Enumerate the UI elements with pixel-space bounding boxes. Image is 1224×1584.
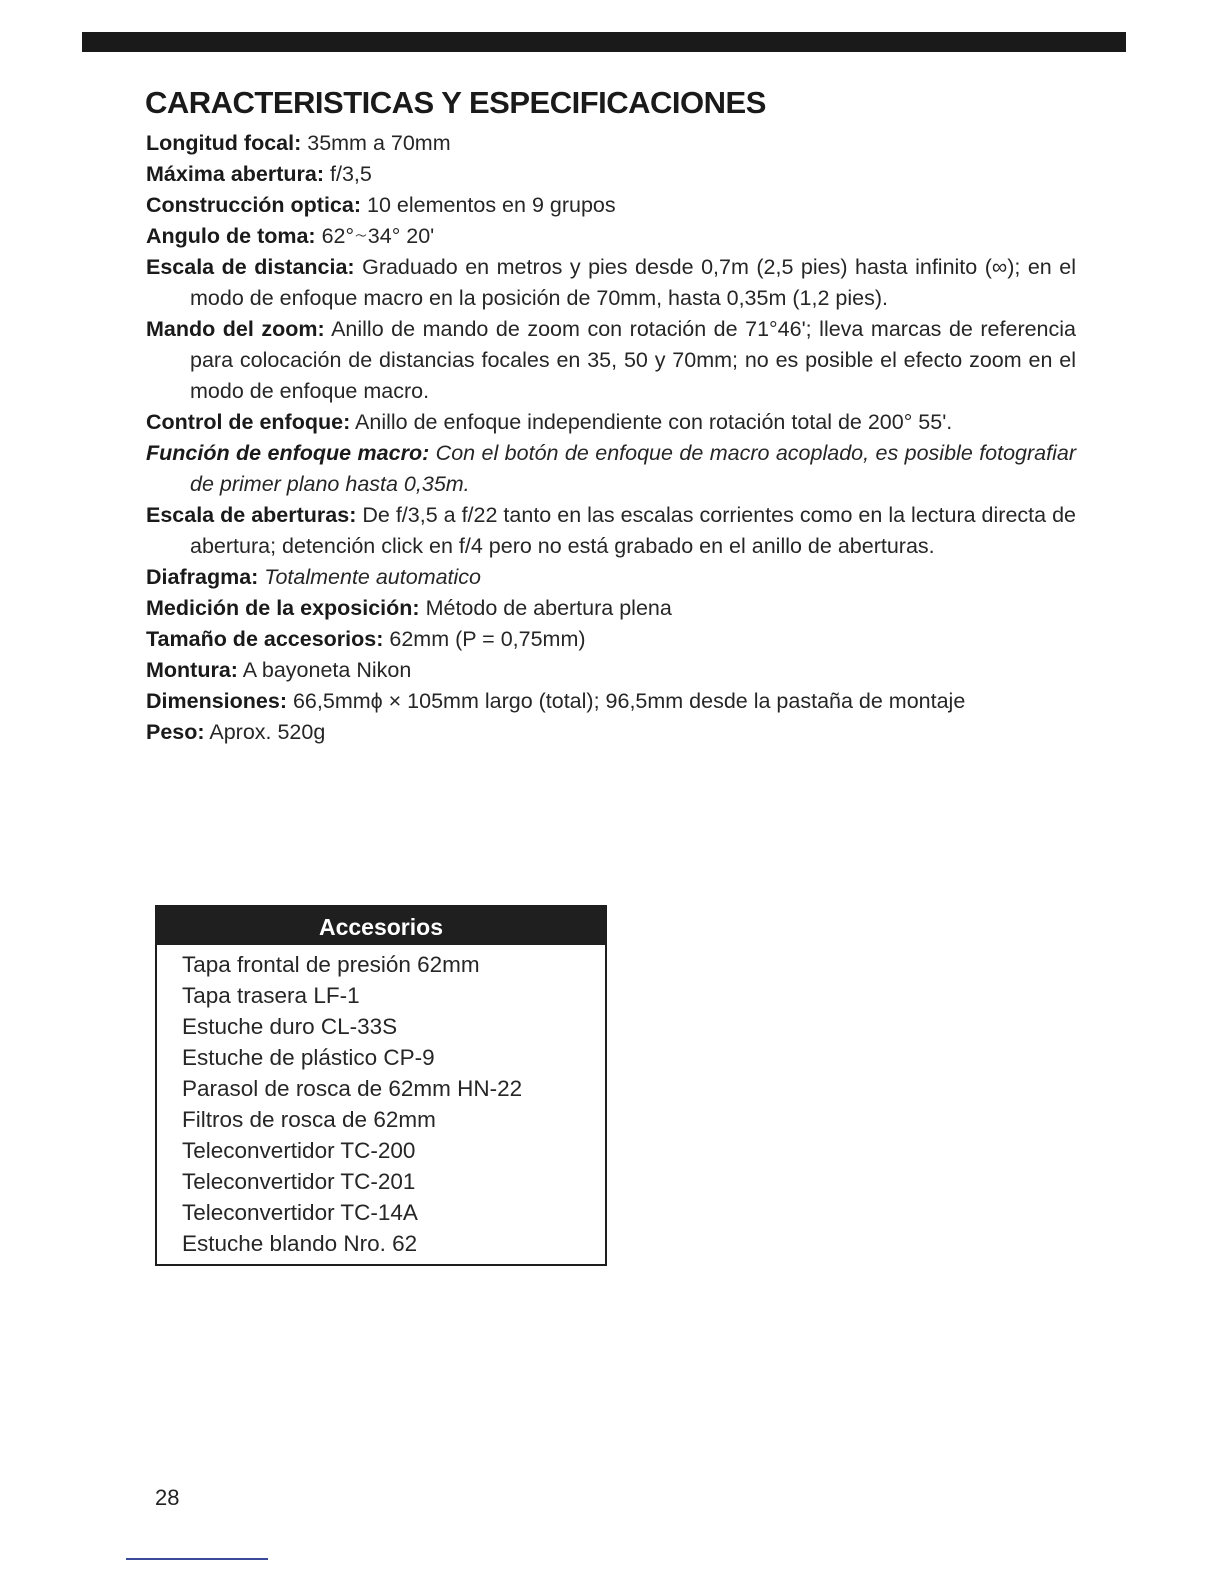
spec-label: Peso: bbox=[146, 720, 205, 744]
spec-item bbox=[146, 159, 1076, 190]
spec-label: Escala de distancia: bbox=[146, 255, 355, 279]
page-number: 28 bbox=[155, 1485, 180, 1510]
spec-item bbox=[146, 655, 1076, 686]
spec-item bbox=[146, 252, 1076, 314]
spec-label: Medición de la exposición: bbox=[146, 596, 420, 620]
spec-value: Totalmente automatico bbox=[264, 565, 482, 589]
accessories-header: Accesorios bbox=[157, 907, 605, 945]
spec-value: 66,5mmϕ × 105mm largo (total); 96,5mm desde la pastaña de montaje bbox=[292, 689, 966, 713]
spec-item bbox=[146, 562, 1076, 593]
accessory-item: Filtros de rosca de 62mm bbox=[182, 1107, 436, 1132]
spec-label: Mando del zoom: bbox=[146, 317, 325, 341]
accessory-item: Estuche de plástico CP-9 bbox=[182, 1045, 435, 1070]
accessory-item: Estuche blando Nro. 62 bbox=[182, 1231, 418, 1256]
spec-value: 10 elementos en 9 grupos bbox=[367, 193, 616, 217]
spec-item bbox=[146, 686, 1076, 717]
spec-item bbox=[146, 407, 1076, 438]
spec-value: Anillo de enfoque independiente con rotación total de 200° 55'. bbox=[355, 410, 953, 434]
spec-value: 35mm a 70mm bbox=[307, 131, 451, 155]
spec-label: Angulo de toma: bbox=[146, 224, 316, 248]
spec-item bbox=[146, 624, 1076, 655]
spec-value: Graduado en metros y pies desde 0,7m (2,5 pies) hasta infinito (∞); en el modo de enfoque macro en la posición de 70mm, hasta 0,35m (1,2 pies). bbox=[190, 255, 1076, 310]
spec-value: 62°∼34° 20' bbox=[321, 224, 435, 248]
accessories-box bbox=[155, 905, 607, 1266]
spec-value: Método de abertura plena bbox=[425, 596, 672, 620]
spec-value: Con el botón de enfoque de macro acoplado, es posible fotografiar de primer plano hasta 0,35m. bbox=[190, 441, 1076, 496]
accessory-item: Tapa frontal de presión 62mm bbox=[182, 952, 480, 977]
spec-item bbox=[146, 314, 1076, 407]
accessory-item: Teleconvertidor TC-14A bbox=[182, 1200, 418, 1225]
spec-value: A bayoneta Nikon bbox=[242, 658, 412, 682]
spec-value: Aprox. 520g bbox=[209, 720, 326, 744]
bottom-divider bbox=[126, 1558, 268, 1560]
spec-item bbox=[146, 221, 1076, 252]
spec-value: Anillo de mando de zoom con rotación de 71°46'; lleva marcas de referencia para colocación de distancias focales en 35, 50 y 70mm; no es posible el efecto zoom en el modo de enfoque macro. bbox=[190, 317, 1077, 403]
spec-value: De f/3,5 a f/22 tanto en las escalas corrientes como en la lectura directa de abertura; detención click en f/4 pero no está grabado en el anillo de aberturas. bbox=[190, 503, 1076, 558]
accessory-item: Teleconvertidor TC-200 bbox=[182, 1138, 416, 1163]
spec-item bbox=[146, 500, 1076, 562]
spec-label: Máxima abertura: bbox=[146, 162, 325, 186]
spec-item bbox=[146, 190, 1076, 221]
spec-label: Control de enfoque: bbox=[146, 410, 351, 434]
spec-item bbox=[146, 128, 1076, 159]
spec-label: Longitud focal: bbox=[146, 131, 302, 155]
spec-item bbox=[146, 438, 1076, 500]
accessory-item: Estuche duro CL-33S bbox=[182, 1014, 398, 1039]
accessory-item: Teleconvertidor TC-201 bbox=[182, 1169, 416, 1194]
accessories-list bbox=[157, 945, 605, 1259]
page-title: CARACTERISTICAS Y ESPECIFICACIONES bbox=[145, 85, 766, 120]
spec-label: Tamaño de accesorios: bbox=[146, 627, 384, 651]
spec-item bbox=[146, 593, 1076, 624]
spec-value: f/3,5 bbox=[330, 162, 372, 186]
spec-label: Dimensiones: bbox=[146, 689, 287, 713]
spec-value: 62mm (P = 0,75mm) bbox=[389, 627, 586, 651]
header-bar bbox=[82, 32, 1126, 52]
spec-list bbox=[146, 128, 1076, 748]
spec-label: Función de enfoque macro: bbox=[146, 441, 430, 465]
accessory-item: Tapa trasera LF-1 bbox=[182, 983, 360, 1008]
accessory-item: Parasol de rosca de 62mm HN-22 bbox=[182, 1076, 523, 1101]
spec-label: Escala de aberturas: bbox=[146, 503, 357, 527]
spec-label: Montura: bbox=[146, 658, 238, 682]
spec-label: Diafragma: bbox=[146, 565, 259, 589]
spec-item bbox=[146, 717, 1076, 748]
spec-label: Construcción optica: bbox=[146, 193, 362, 217]
